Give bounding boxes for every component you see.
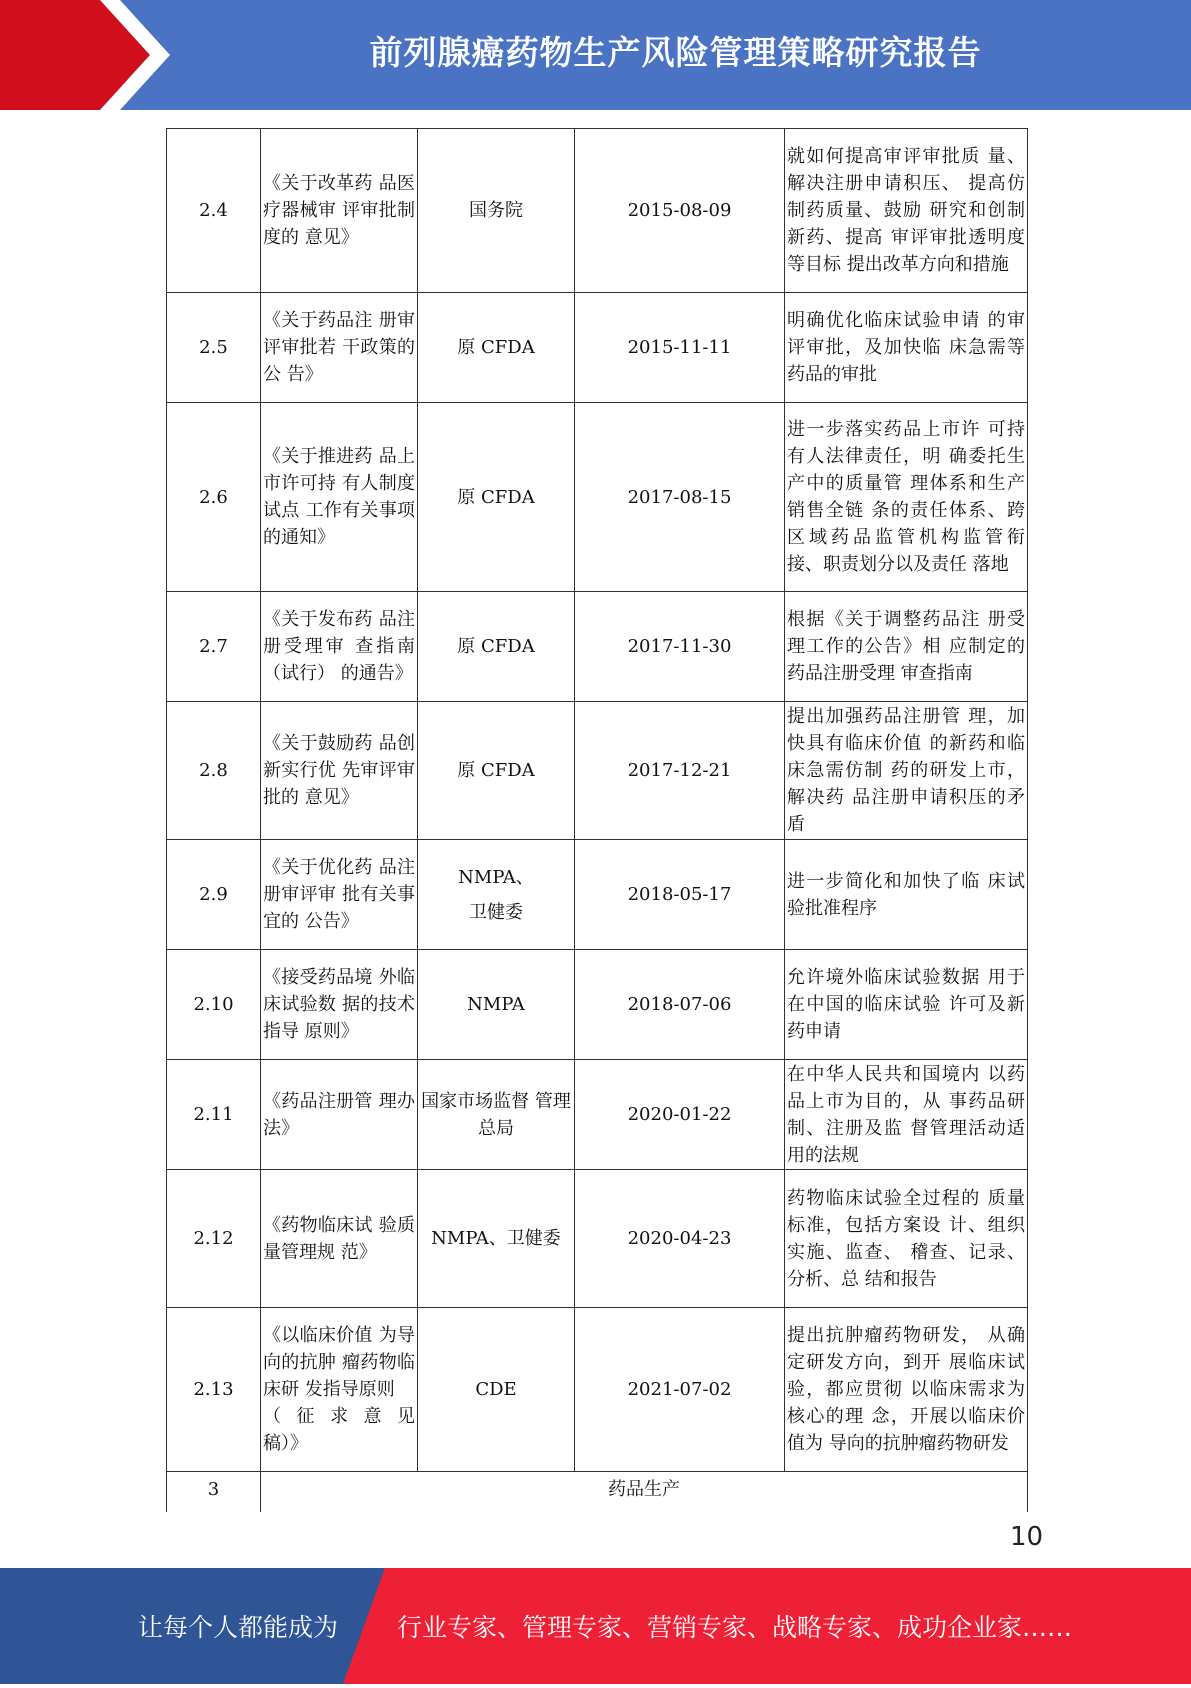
cell-desc: 进一步简化和加快了临 床试验批准程序 (785, 840, 1028, 950)
cell-date: 2018-07-06 (575, 950, 785, 1060)
cell-desc: 就如何提高审评审批质 量、解决注册申请积压、 提高仿制药质量、鼓励 研究和创制新药、提高 审评审批透明度等目标 提出改革方向和措施 (785, 129, 1028, 293)
cell-no: 2.12 (167, 1170, 261, 1308)
cell-date: 2021-07-02 (575, 1308, 785, 1472)
cell-title (261, 1308, 418, 1472)
cell-no: 2.9 (167, 840, 261, 950)
cell-no: 2.5 (167, 293, 261, 403)
cell-date: 2017-11-30 (575, 592, 785, 702)
cell-desc: 药物临床试验全过程的 质量标准，包括方案设 计、组织实施、监查、 稽查、记录、分析、总 结和报告 (785, 1170, 1028, 1308)
cell-desc: 在中华人民共和国境内 以药品上市为目的，从 事药品研制、注册及监 督管理活动适用的法规 (785, 1060, 1028, 1170)
cell-org: NMPA、卫健委 (418, 1170, 575, 1308)
cell-no: 2.8 (167, 702, 261, 840)
cell-org (418, 840, 575, 950)
title-text-tail: （ 征 求 意 见 稿）》 (263, 1406, 415, 1454)
cell-title: 《接受药品境 外临床试验数 据的技术指导 原则》 (261, 950, 418, 1060)
page-footer (0, 1568, 1191, 1684)
cell-title: 《关于药品注 册审评审批若 干政策的公 告》 (261, 293, 418, 403)
cell-date: 2018-05-17 (575, 840, 785, 950)
cell-no: 2.4 (167, 129, 261, 293)
cell-date: 2015-11-11 (575, 293, 785, 403)
cell-desc: 允许境外临床试验数据 用于在中国的临床试验 许可及新药申请 (785, 950, 1028, 1060)
table-row (167, 1170, 1028, 1308)
cell-section-no: 3 (167, 1472, 261, 1512)
cell-title: 《关于发布药 品注册受理审 查指南（试行） 的通告》 (261, 592, 418, 702)
cell-date: 2020-04-23 (575, 1170, 785, 1308)
cell-date: 2017-08-15 (575, 403, 785, 592)
cell-org: 原 CFDA (418, 403, 575, 592)
cell-date: 2015-08-09 (575, 129, 785, 293)
cell-no: 2.6 (167, 403, 261, 592)
cell-no: 2.7 (167, 592, 261, 702)
cell-date: 2020-01-22 (575, 1060, 785, 1170)
table-row (167, 840, 1028, 950)
cell-title: 《关于鼓励药 品创新实行优 先审评审批的 意见》 (261, 702, 418, 840)
cell-title: 《药品注册管 理办法》 (261, 1060, 418, 1170)
policy-table (166, 128, 1028, 1512)
footer-slogan-right: 行业专家、管理专家、营销专家、战略专家、成功企业家…… (397, 1613, 1073, 1642)
cell-org: 原 CFDA (418, 592, 575, 702)
cell-title: 《药物临床试 验质量管理规 范》 (261, 1170, 418, 1308)
page-number: 10 (1010, 1522, 1044, 1552)
table-row (167, 592, 1028, 702)
cell-no: 2.10 (167, 950, 261, 1060)
cell-desc: 提出抗肿瘤药物研发， 从确定研发方向，到开 展临床试验，都应贯彻 以临床需求为核心的理 念，开展以临床价值为 导向的抗肿瘤药物研发 (785, 1308, 1028, 1472)
cell-title: 《关于优化药 品注册审评审 批有关事宜的 公告》 (261, 840, 418, 950)
page-header (0, 0, 1191, 110)
cell-desc: 明确优化临床试验申请 的审评审批，及加快临 床急需等药品的审批 (785, 293, 1028, 403)
cell-org: 国家市场监督 管理总局 (418, 1060, 575, 1170)
title-text: 《以临床价值 为导向的抗肿 瘤药物临床研 发指导原则 (263, 1325, 415, 1400)
cell-org: 原 CFDA (418, 293, 575, 403)
cell-org: CDE (418, 1308, 575, 1472)
cell-no: 2.11 (167, 1060, 261, 1170)
org-line: 卫健委 (469, 901, 523, 923)
cell-org: 国务院 (418, 129, 575, 293)
cell-no: 2.13 (167, 1308, 261, 1472)
cell-desc: 提出加强药品注册管 理，加快具有临床价值 的新药和临床急需仿制 药的研发上市，解决药 品注册申请积压的矛盾 (785, 702, 1028, 840)
table-row (167, 702, 1028, 840)
footer-slogan-left: 让每个人都能成为 (138, 1613, 339, 1642)
cell-section-title: 药品生产 (261, 1472, 1028, 1512)
section-row (167, 1472, 1028, 1512)
org-line: NMPA、 (458, 866, 534, 888)
table-row (167, 950, 1028, 1060)
cell-title: 《关于改革药 品医疗器械审 评审批制度的 意见》 (261, 129, 418, 293)
cell-date: 2017-12-21 (575, 702, 785, 840)
table-row (167, 129, 1028, 293)
table-row (167, 1060, 1028, 1170)
cell-desc: 进一步落实药品上市许 可持有人法律责任，明 确委托生产中的质量管 理体系和生产销售全链 条的责任体系、跨区域药品监管机构监管衔 接、职责划分以及责任 落地 (785, 403, 1028, 592)
cell-org: 原 CFDA (418, 702, 575, 840)
table-row (167, 293, 1028, 403)
table-row (167, 403, 1028, 592)
cell-desc: 根据《关于调整药品注 册受理工作的公告》相 应制定的药品注册受理 审查指南 (785, 592, 1028, 702)
header-arrow-graphic (0, 0, 200, 110)
cell-title: 《关于推进药 品上市许可持 有人制度试点 工作有关事项 的通知》 (261, 403, 418, 592)
report-title: 前列腺癌药物生产风险管理策略研究报告 (369, 33, 982, 72)
cell-org: NMPA (418, 950, 575, 1060)
table-row (167, 1308, 1028, 1472)
